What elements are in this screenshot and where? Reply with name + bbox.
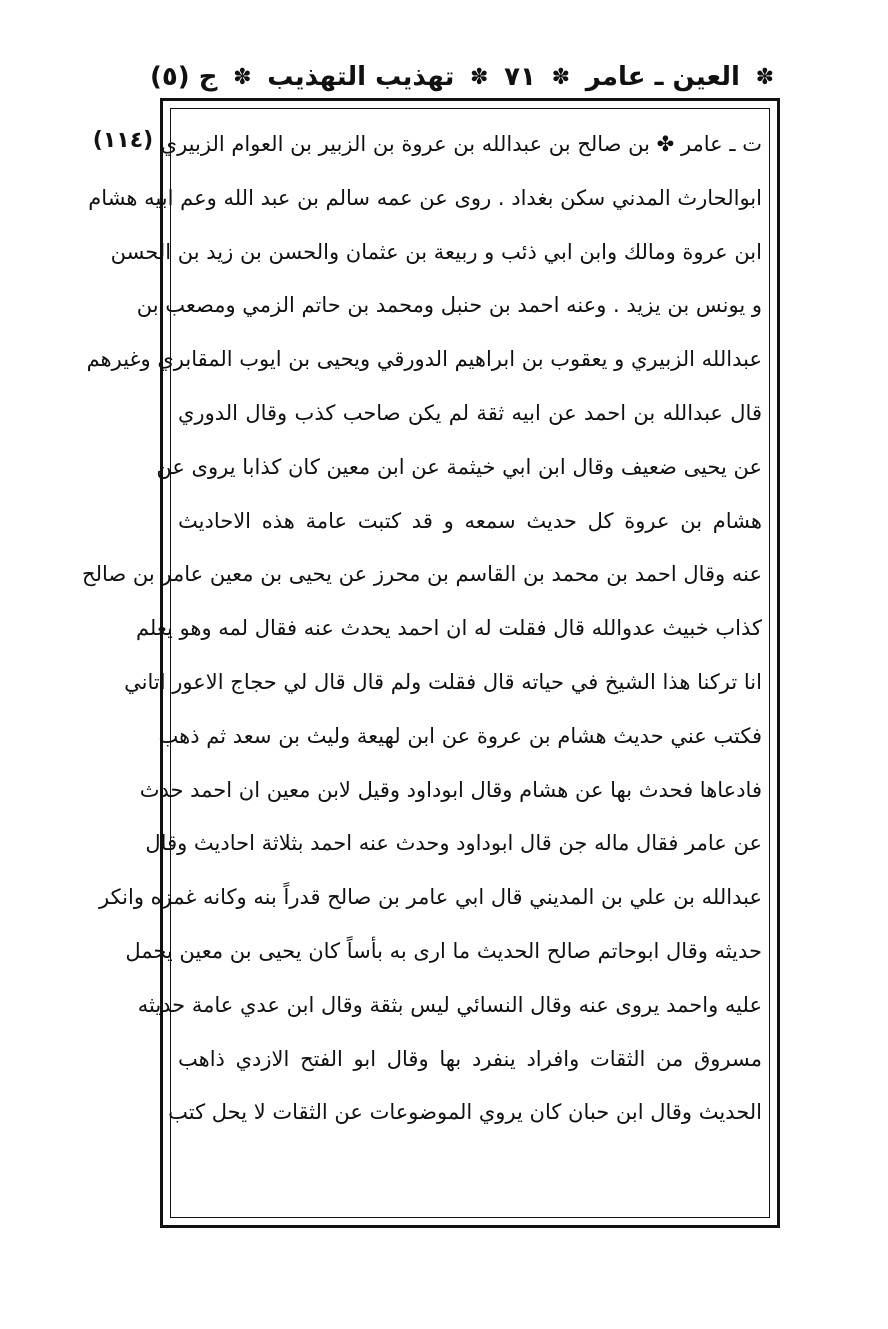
text-line: عليه واحمد يروى عنه وقال النسائي ليس بثقة وقال ابن عدي عامة حديثه xyxy=(137,992,762,1017)
page-header xyxy=(150,55,780,99)
text-line: فكتب عني حديث هشام بن عروة عن ابن لهيعة وليث بن سعد ثم ذهب xyxy=(158,723,762,748)
text-line: كذاب خبيث عدوالله قال فقلت له ان احمد يحدث عنه فقال لمه وهو يعلم xyxy=(135,616,762,641)
page-number: ٧١ xyxy=(504,62,536,92)
text-line: الحديث وقال ابن حبان كان يروي الموضوعات عن الثقات لا يحل كتب xyxy=(168,1100,762,1125)
text-line: ت ـ عامر ✤ بن صالح بن عبدالله بن عروة بن الزبير بن العوام الزبيري xyxy=(160,132,762,156)
text-line: عن يحيى ضعيف وقال ابن ابي خيثمة عن ابن معين كان كذابا يروى عن xyxy=(156,454,762,479)
text-line: عنه وقال احمد بن محمد بن القاسم بن محرز عن يحيى بن معين عامر بن صالح xyxy=(82,562,762,587)
text-line: قال عبدالله بن احمد عن ابيه ثقة لم يكن صاحب كذب وقال الدوري xyxy=(178,400,762,425)
text-line: فادعاها فحدث بها عن هشام وقال ابوداود وقيل لابن معين ان احمد حدث xyxy=(139,777,762,802)
book-title: تهذيب التهذيب xyxy=(267,62,455,92)
text-line: انا تركنا هذا الشيخ في حياته قال فقلت ولم قال قال لي حجاج الاعور اتاني xyxy=(124,669,762,694)
text-line: ابن عروة ومالك وابن ابي ذئب و ربيعة بن عثمان والحسن بن زيد بن الحسن xyxy=(110,239,762,264)
ornament-icon: ✽ xyxy=(233,64,252,90)
text-line: و يونس بن يزيد . وعنه احمد بن حنبل ومحمد بن حاتم الزمي ومصعب بن xyxy=(136,293,762,318)
text-line: حديثه وقال ابوحاتم صالح الحديث ما ارى به بأساً كان يحيى بن معين يحمل xyxy=(125,938,762,963)
ornament-icon: ✽ xyxy=(551,64,571,90)
section-title: العين ـ عامر xyxy=(585,62,740,92)
volume-label: ج (٥) xyxy=(150,62,218,92)
ornament-icon: ✽ xyxy=(755,64,774,90)
entry-number: (١١٤) xyxy=(92,128,154,153)
text-line: عن عامر فقال ماله جن قال ابوداود وحدث عنه احمد بثلاثة احاديث وقال xyxy=(145,831,762,856)
text-line: ابوالحارث المدني سكن بغداد . روى عن عمه سالم بن عبد الله وعم ابيه هشام xyxy=(88,185,762,210)
text-line: مسروق من الثقات وافراد ينفرد بها وقال ابو الفتح الازدي ذاهب xyxy=(178,1046,762,1071)
ornament-icon: ✽ xyxy=(470,64,489,90)
text-line: عبدالله بن علي بن المديني قال ابي عامر بن صالح قدراً بنه وكانه غمزه وانكر xyxy=(98,885,762,910)
text-line: هشام بن عروة كل حديث سمعه و قد كتبت عامة هذه الاحاديث xyxy=(178,508,762,533)
text-line: عبدالله الزبيري و يعقوب بن ابراهيم الدورقي ويحيى بن ايوب المقابري وغيرهم xyxy=(86,347,762,372)
